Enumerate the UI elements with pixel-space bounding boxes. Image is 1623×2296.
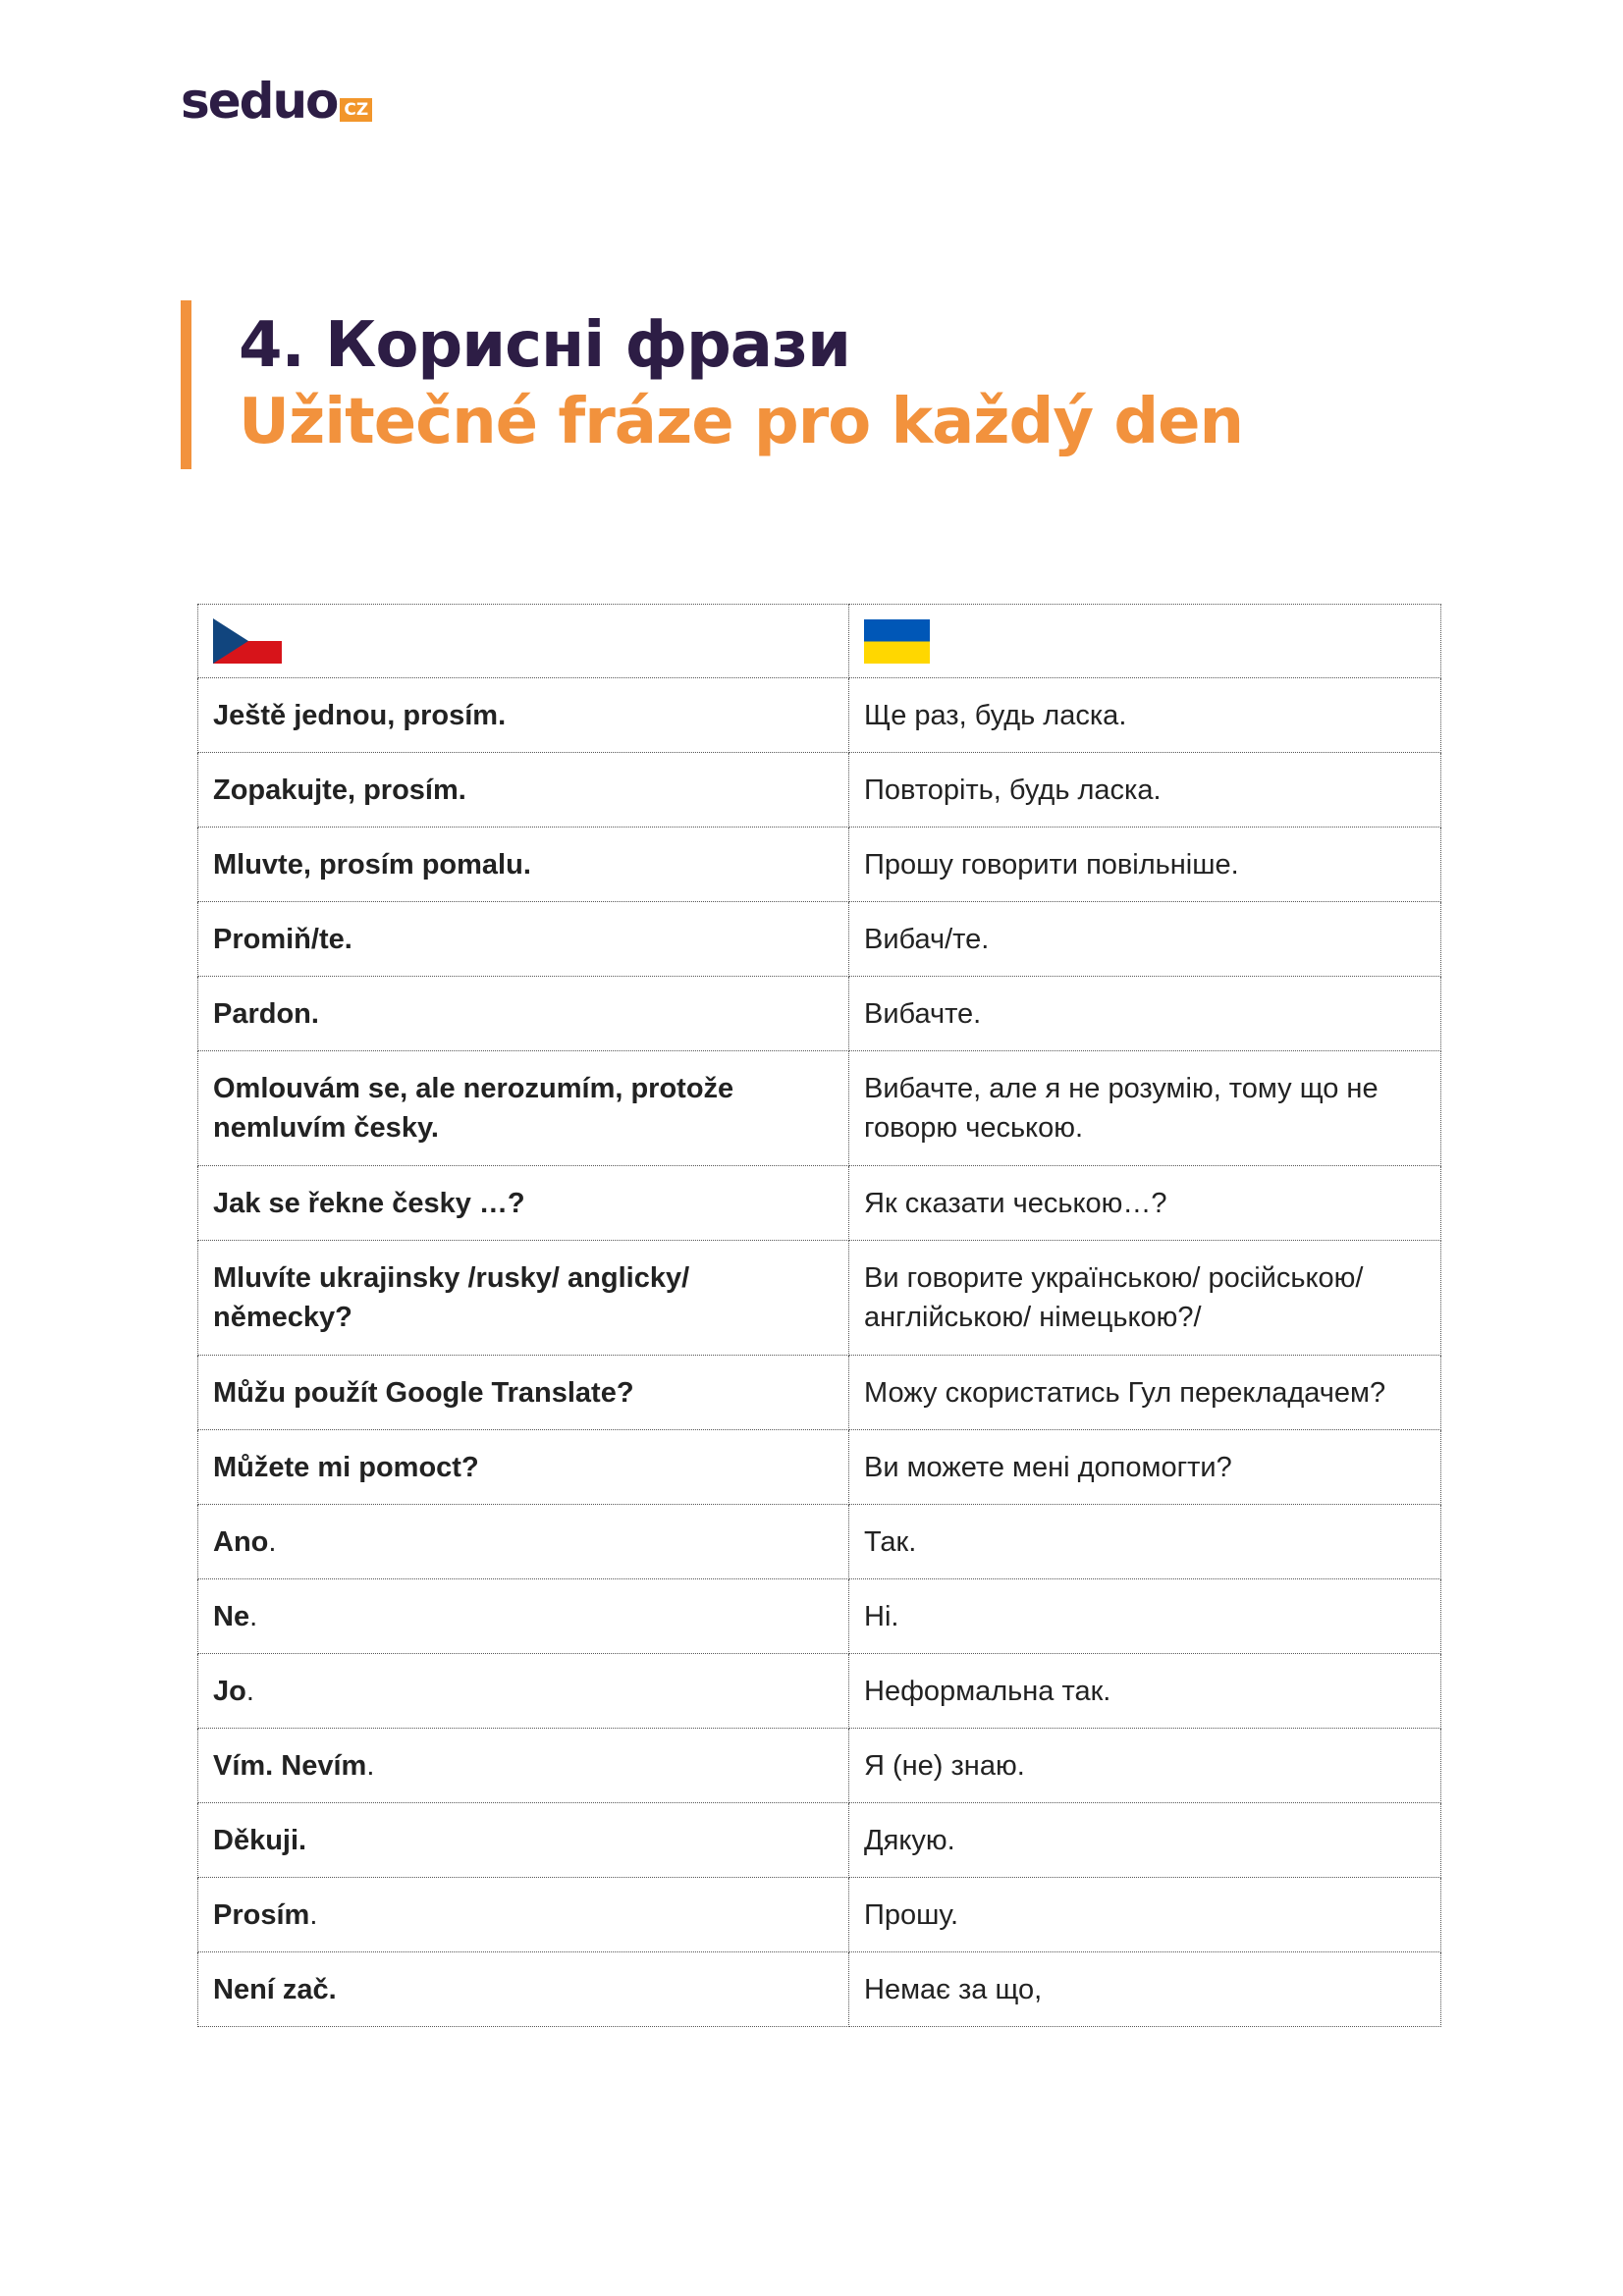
czech-phrase: Omlouvám se, ale nerozumím, protože nemluvím česky. <box>198 1051 849 1166</box>
table-row <box>198 678 1441 753</box>
table-row <box>198 1878 1441 1952</box>
heading-czech: Užitečné fráze pro každý den <box>239 386 1244 458</box>
czech-phrase: Jak se řekne česky …? <box>198 1166 849 1241</box>
ukrainian-phrase: Прошу говорити повільніше. <box>849 828 1441 902</box>
ukrainian-phrase: Ви говорите українською/ російською/ англійською/ німецькою?/ <box>849 1241 1441 1356</box>
czech-phrase: Děkuji. <box>198 1803 849 1878</box>
czech-phrase: Promiň/te. <box>198 902 849 977</box>
seduo-logo <box>181 73 372 130</box>
heading-ukrainian: 4. Корисні фрази <box>239 309 850 382</box>
table-row <box>198 902 1441 977</box>
czech-phrase: Mluvíte ukrajinsky /rusky/ anglicky/ německy? <box>198 1241 849 1356</box>
table-row <box>198 828 1441 902</box>
ukrainian-phrase: Вибачте, але я не розумію, тому що не говорю чеською. <box>849 1051 1441 1166</box>
table-row <box>198 1356 1441 1430</box>
czech-flag-icon <box>213 618 282 664</box>
ukrainian-column-header <box>849 605 1441 678</box>
table-header-row <box>198 605 1441 678</box>
section-heading <box>181 300 1243 469</box>
ukrainian-phrase: Як сказати чеською…? <box>849 1166 1441 1241</box>
table-row <box>198 1803 1441 1878</box>
table-row <box>198 1051 1441 1166</box>
czech-phrase: Pardon. <box>198 977 849 1051</box>
logo-wordmark: seduo <box>181 73 338 130</box>
czech-phrase: Ještě jednou, prosím. <box>198 678 849 753</box>
table-row <box>198 1729 1441 1803</box>
czech-phrase: Prosím. <box>198 1878 849 1952</box>
ukrainian-phrase: Ви можете мені допомогти? <box>849 1430 1441 1505</box>
ukrainian-phrase: Так. <box>849 1505 1441 1579</box>
czech-phrase: Můžete mi pomoct? <box>198 1430 849 1505</box>
ukrainian-phrase: Немає за що, <box>849 1952 1441 2027</box>
ukrainian-phrase: Вибачте. <box>849 977 1441 1051</box>
ukrainian-phrase: Можу скористатись Гул перекладачем? <box>849 1356 1441 1430</box>
ukrainian-phrase: Ні. <box>849 1579 1441 1654</box>
ukrainian-phrase: Неформальна так. <box>849 1654 1441 1729</box>
ukrainian-phrase: Прошу. <box>849 1878 1441 1952</box>
czech-column-header <box>198 605 849 678</box>
czech-phrase: Můžu použít Google Translate? <box>198 1356 849 1430</box>
phrases-table <box>197 604 1441 2027</box>
table-row <box>198 1579 1441 1654</box>
table-row <box>198 753 1441 828</box>
ukrainian-phrase: Повторіть, будь ласка. <box>849 753 1441 828</box>
ukrainian-phrase: Я (не) знаю. <box>849 1729 1441 1803</box>
ukrainian-flag-icon <box>864 619 930 664</box>
czech-phrase: Vím. Nevím. <box>198 1729 849 1803</box>
table-row <box>198 1654 1441 1729</box>
ukrainian-phrase: Вибач/те. <box>849 902 1441 977</box>
table-row <box>198 1952 1441 2027</box>
table-row <box>198 1505 1441 1579</box>
czech-phrase: Jo. <box>198 1654 849 1729</box>
table-row <box>198 977 1441 1051</box>
czech-phrase: Zopakujte, prosím. <box>198 753 849 828</box>
czech-phrase: Není zač. <box>198 1952 849 2027</box>
czech-phrase: Ne. <box>198 1579 849 1654</box>
table-row <box>198 1166 1441 1241</box>
czech-phrase: Ano. <box>198 1505 849 1579</box>
czech-phrase: Mluvte, prosím pomalu. <box>198 828 849 902</box>
logo-badge: CZ <box>340 98 372 122</box>
table-row <box>198 1241 1441 1356</box>
ukrainian-phrase: Ще раз, будь ласка. <box>849 678 1441 753</box>
table-row <box>198 1430 1441 1505</box>
ukrainian-phrase: Дякую. <box>849 1803 1441 1878</box>
